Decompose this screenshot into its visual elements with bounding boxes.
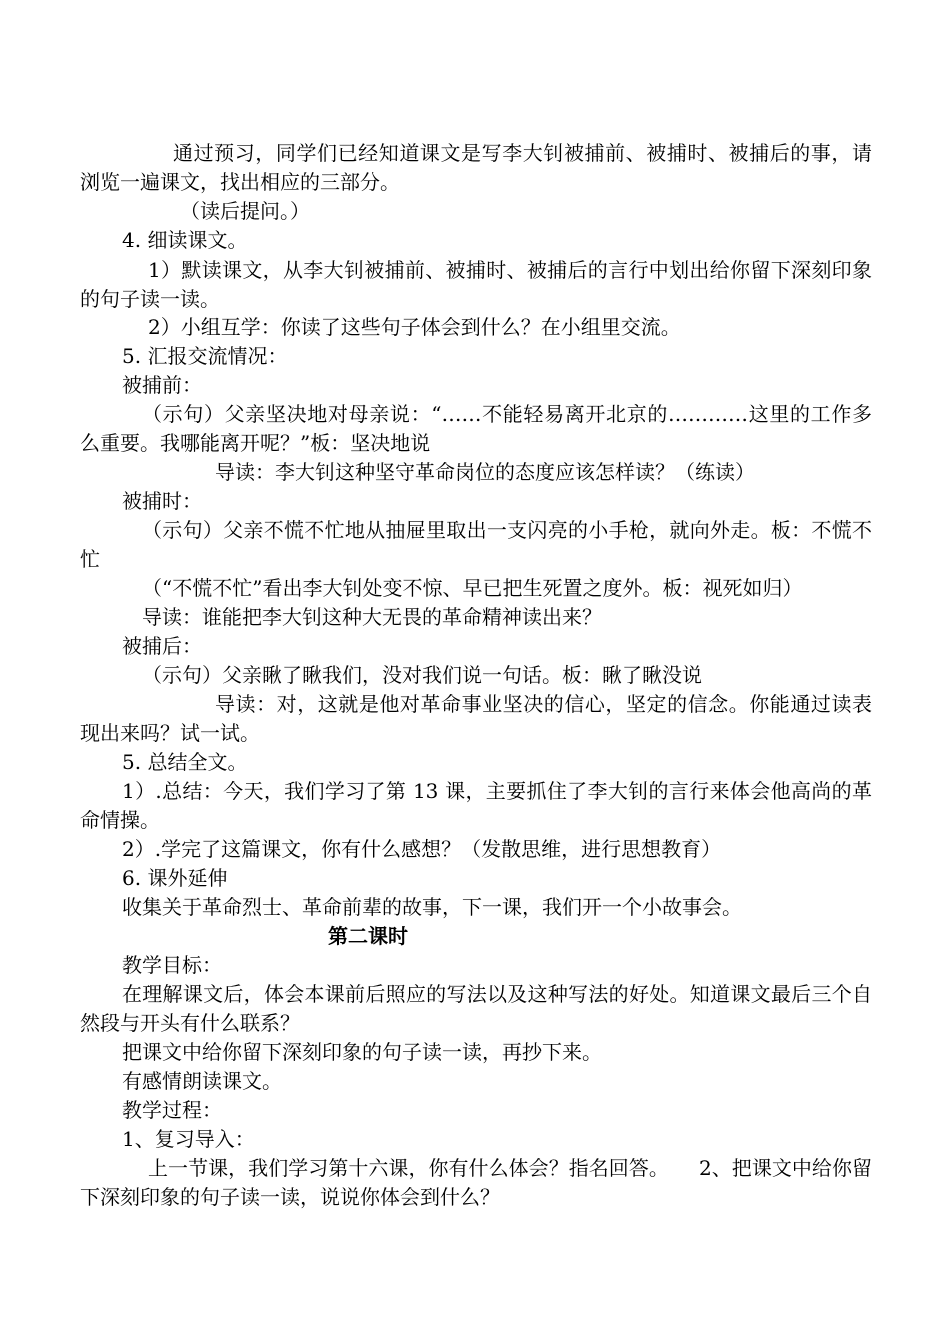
paragraph-during-arrest: 被捕时： [122,489,202,513]
paragraph-preview-intro: 通过预习，同学们已经知道课文是写李大钊被捕前、被捕时、被捕后的事，请浏览一遍课文，找出相应的三部分。 [80,141,872,194]
paragraph-extension: 收集关于革命烈士、革命前辈的故事，下一课，我们开一个小故事会。 [122,895,742,919]
paragraph-review-question: 上一节课，我们学习第十六课，你有什么体会？指名回答。 2、把课文中给你留下深刻印象的句子读一读，说说你体会到什么？ [80,1156,872,1209]
paragraph-after-arrest: 被捕后： [122,634,202,658]
paragraph-before-arrest: 被捕前： [122,373,202,397]
paragraph-summary-2: 2）.学完了这篇课文，你有什么感想？（发散思维，进行思想教育） [122,837,722,861]
paragraph-silent-reading: 1）默读课文，从李大钊被捕前、被捕时、被捕后的言行中划出给你留下深刻印象的句子读一读。 [80,258,872,311]
paragraph-review-intro: 1、复习导入： [122,1127,255,1151]
paragraph-summary-1: 1）.总结：今天，我们学习了第 13 课，主要抓住了李大钊的言行来体会他高尚的革命情操。 [80,779,872,832]
paragraph-step-5-summary: 5. 总结全文。 [122,750,248,774]
paragraph-guide-2: 导读：谁能把李大钊这种大无畏的革命精神读出来？ [142,605,602,629]
paragraph-example-3: （示句）父亲瞅了瞅我们，没对我们说一句话。板：瞅了瞅没说 [142,663,702,687]
paragraph-example-2: （示句）父亲不慌不忙地从抽屉里取出一支闪亮的小手枪，就向外走。板：不慌不忙 [80,518,872,571]
paragraph-step-4: 4. 细读课文。 [122,228,248,252]
paragraph-question-note: （读后提问。） [180,199,310,223]
section-heading-second-lesson: 第二课时 [328,924,408,948]
paragraph-objective-1: 在理解课文后，体会本课前后照应的写法以及这种写法的好处。知道课文最后三个自然段与开头有什么联系？ [80,982,872,1035]
paragraph-guide-1: 导读：李大钊这种坚守革命岗位的态度应该怎样读？（练读） [215,460,755,484]
paragraph-process-label: 教学过程： [122,1098,222,1122]
paragraph-step-5-report: 5. 汇报交流情况： [122,344,288,368]
paragraph-guide-3: 导读：对，这就是他对革命事业坚决的信心，坚定的信念。你能通过读表现出来吗？试一试。 [80,692,872,745]
paragraph-objective-3: 有感情朗读课文。 [122,1069,282,1093]
paragraph-note-calm: （“不慌不忙”看出李大钊处变不惊、早已把生死置之度外。板：视死如归） [142,576,803,600]
paragraph-step-6: 6. 课外延伸 [122,866,228,890]
paragraph-objective-2: 把课文中给你留下深刻印象的句子读一读，再抄下来。 [122,1040,602,1064]
paragraph-objectives-label: 教学目标： [122,953,222,977]
paragraph-example-1: （示句）父亲坚决地对母亲说：“……不能轻易离开北京的…………这里的工作多么重要。我哪能离开呢？”板：坚决地说 [80,402,872,455]
paragraph-group-study: 2）小组互学：你读了这些句子体会到什么？在小组里交流。 [148,315,681,339]
